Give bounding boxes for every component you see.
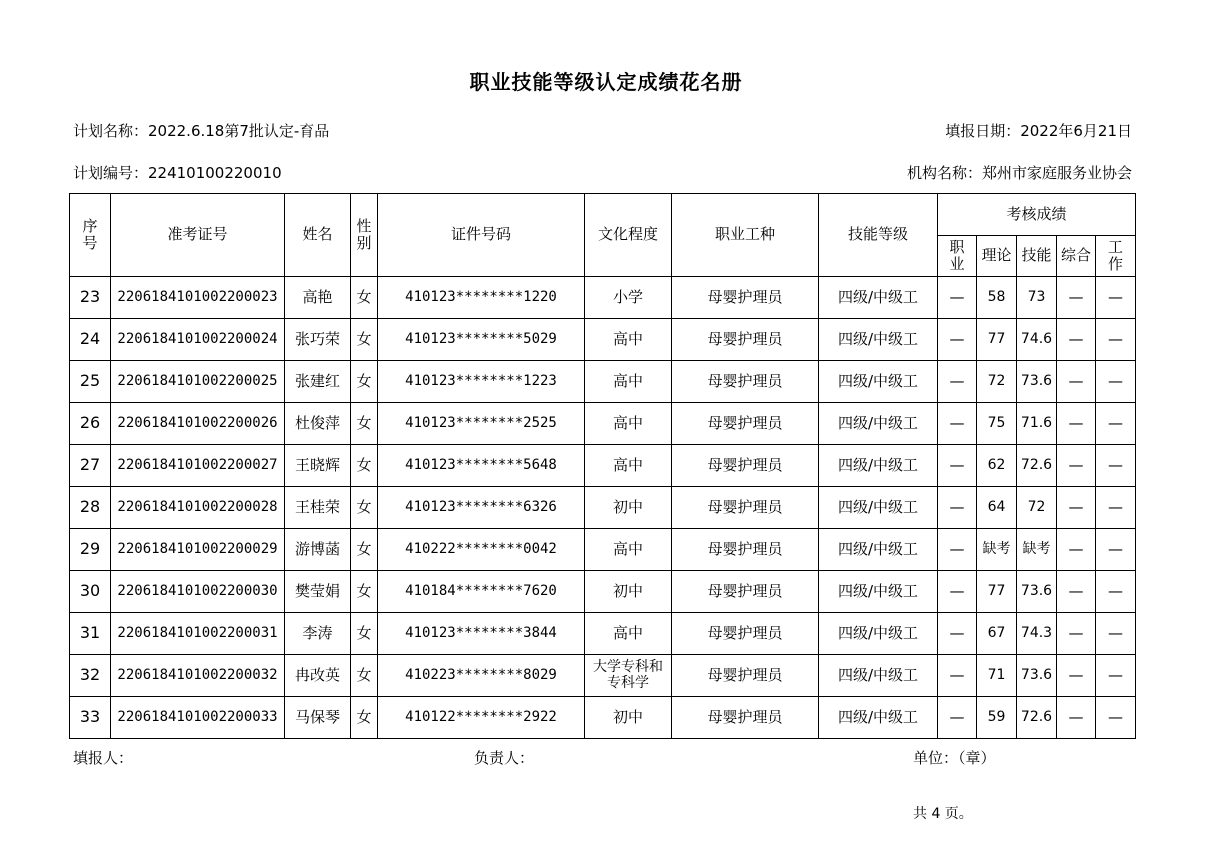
- education-cell: 大学专科和专科学: [585, 655, 672, 697]
- table-row: [70, 361, 1136, 403]
- gender-cell: 女: [351, 571, 378, 613]
- table-row: [70, 319, 1136, 361]
- gender-cell: 女: [351, 613, 378, 655]
- education-cell: 初中: [585, 487, 672, 529]
- header-theory: 理论: [977, 236, 1017, 277]
- comprehensive-score-cell: —: [1057, 403, 1096, 445]
- occupation-cell: 母婴护理员: [672, 277, 819, 319]
- gender-cell: 女: [351, 319, 378, 361]
- header-scores: 考核成绩: [938, 194, 1136, 236]
- name-cell: 樊莹娟: [285, 571, 351, 613]
- name-cell: 游博菡: [285, 529, 351, 571]
- id-number-cell: 410122********2922: [378, 697, 585, 739]
- comprehensive-score-cell: —: [1057, 655, 1096, 697]
- professional-score-cell: —: [938, 277, 977, 319]
- skill-score-cell: 73.6: [1017, 571, 1057, 613]
- professional-score-cell: —: [938, 319, 977, 361]
- skill-score-cell: 71.6: [1017, 403, 1057, 445]
- name-cell: 张建红: [285, 361, 351, 403]
- education-cell: 高中: [585, 403, 672, 445]
- theory-score-cell: 77: [977, 319, 1017, 361]
- skill-score-cell: 72: [1017, 487, 1057, 529]
- professional-score-cell: —: [938, 697, 977, 739]
- work-score-cell: —: [1096, 319, 1136, 361]
- work-score-cell: —: [1096, 529, 1136, 571]
- gender-cell: 女: [351, 361, 378, 403]
- name-cell: 冉改英: [285, 655, 351, 697]
- table-row: [70, 403, 1136, 445]
- occupation-cell: 母婴护理员: [672, 445, 819, 487]
- exam-number-cell: 2206184101002200025: [111, 361, 285, 403]
- work-score-cell: —: [1096, 613, 1136, 655]
- id-number-cell: 410123********5648: [378, 445, 585, 487]
- gender-cell: 女: [351, 487, 378, 529]
- gender-cell: 女: [351, 445, 378, 487]
- professional-score-cell: —: [938, 361, 977, 403]
- seq-cell: 25: [70, 361, 111, 403]
- occupation-cell: 母婴护理员: [672, 403, 819, 445]
- occupation-cell: 母婴护理员: [672, 529, 819, 571]
- exam-number-cell: 2206184101002200028: [111, 487, 285, 529]
- education-cell: 高中: [585, 361, 672, 403]
- theory-score-cell: 64: [977, 487, 1017, 529]
- comprehensive-score-cell: —: [1057, 319, 1096, 361]
- skill-level-cell: 四级/中级工: [819, 613, 938, 655]
- header-occupation: 职业工种: [672, 194, 819, 277]
- header-education: 文化程度: [585, 194, 672, 277]
- occupation-cell: 母婴护理员: [672, 361, 819, 403]
- education-cell: 高中: [585, 445, 672, 487]
- exam-number-cell: 2206184101002200023: [111, 277, 285, 319]
- work-score-cell: —: [1096, 697, 1136, 739]
- occupation-cell: 母婴护理员: [672, 487, 819, 529]
- name-cell: 张巧荣: [285, 319, 351, 361]
- table-row: [70, 529, 1136, 571]
- gender-cell: 女: [351, 697, 378, 739]
- exam-number-cell: 2206184101002200032: [111, 655, 285, 697]
- comprehensive-score-cell: —: [1057, 277, 1096, 319]
- comprehensive-score-cell: —: [1057, 487, 1096, 529]
- id-number-cell: 410123********6326: [378, 487, 585, 529]
- plan-number: 计划编号：22410100220010: [73, 164, 282, 182]
- seq-cell: 23: [70, 277, 111, 319]
- skill-score-cell: 缺考: [1017, 529, 1057, 571]
- seq-cell: 29: [70, 529, 111, 571]
- skill-level-cell: 四级/中级工: [819, 571, 938, 613]
- professional-score-cell: —: [938, 613, 977, 655]
- seq-cell: 30: [70, 571, 111, 613]
- table-row: [70, 613, 1136, 655]
- seq-cell: 28: [70, 487, 111, 529]
- score-roster-table: [69, 193, 1136, 739]
- professional-score-cell: —: [938, 403, 977, 445]
- education-cell: 初中: [585, 697, 672, 739]
- header-professional: 职业: [938, 236, 977, 277]
- theory-score-cell: 71: [977, 655, 1017, 697]
- comprehensive-score-cell: —: [1057, 613, 1096, 655]
- skill-score-cell: 73.6: [1017, 361, 1057, 403]
- exam-number-cell: 2206184101002200026: [111, 403, 285, 445]
- name-cell: 马保琴: [285, 697, 351, 739]
- header-row: [70, 194, 1136, 236]
- work-score-cell: —: [1096, 571, 1136, 613]
- work-score-cell: —: [1096, 277, 1136, 319]
- theory-score-cell: 59: [977, 697, 1017, 739]
- exam-number-cell: 2206184101002200024: [111, 319, 285, 361]
- filler-label: 填报人：: [73, 749, 134, 767]
- theory-score-cell: 77: [977, 571, 1017, 613]
- header-name: 姓名: [285, 194, 351, 277]
- name-cell: 高艳: [285, 277, 351, 319]
- header-id-number: 证件号码: [378, 194, 585, 277]
- theory-score-cell: 58: [977, 277, 1017, 319]
- seq-cell: 32: [70, 655, 111, 697]
- skill-score-cell: 73: [1017, 277, 1057, 319]
- seq-cell: 31: [70, 613, 111, 655]
- header-seq: 序号: [70, 194, 111, 277]
- header-work: 工作: [1096, 236, 1136, 277]
- professional-score-cell: —: [938, 445, 977, 487]
- work-score-cell: —: [1096, 403, 1136, 445]
- seq-cell: 24: [70, 319, 111, 361]
- occupation-cell: 母婴护理员: [672, 613, 819, 655]
- comprehensive-score-cell: —: [1057, 571, 1096, 613]
- gender-cell: 女: [351, 529, 378, 571]
- table-row: [70, 655, 1136, 697]
- id-number-cell: 410123********2525: [378, 403, 585, 445]
- table-row: [70, 277, 1136, 319]
- skill-level-cell: 四级/中级工: [819, 361, 938, 403]
- education-cell: 初中: [585, 571, 672, 613]
- comprehensive-score-cell: —: [1057, 361, 1096, 403]
- header-exam-number: 准考证号: [111, 194, 285, 277]
- skill-score-cell: 74.3: [1017, 613, 1057, 655]
- theory-score-cell: 75: [977, 403, 1017, 445]
- skill-score-cell: 72.6: [1017, 445, 1057, 487]
- skill-level-cell: 四级/中级工: [819, 403, 938, 445]
- professional-score-cell: —: [938, 487, 977, 529]
- theory-score-cell: 72: [977, 361, 1017, 403]
- gender-cell: 女: [351, 655, 378, 697]
- work-score-cell: —: [1096, 487, 1136, 529]
- name-cell: 王晓辉: [285, 445, 351, 487]
- id-number-cell: 410123********1220: [378, 277, 585, 319]
- skill-score-cell: 72.6: [1017, 697, 1057, 739]
- id-number-cell: 410184********7620: [378, 571, 585, 613]
- occupation-cell: 母婴护理员: [672, 571, 819, 613]
- skill-level-cell: 四级/中级工: [819, 445, 938, 487]
- work-score-cell: —: [1096, 445, 1136, 487]
- id-number-cell: 410123********3844: [378, 613, 585, 655]
- exam-number-cell: 2206184101002200030: [111, 571, 285, 613]
- comprehensive-score-cell: —: [1057, 697, 1096, 739]
- gender-cell: 女: [351, 277, 378, 319]
- exam-number-cell: 2206184101002200031: [111, 613, 285, 655]
- gender-cell: 女: [351, 403, 378, 445]
- skill-score-cell: 73.6: [1017, 655, 1057, 697]
- table-row: [70, 487, 1136, 529]
- skill-level-cell: 四级/中级工: [819, 319, 938, 361]
- table-row: [70, 697, 1136, 739]
- occupation-cell: 母婴护理员: [672, 319, 819, 361]
- occupation-cell: 母婴护理员: [672, 697, 819, 739]
- theory-score-cell: 62: [977, 445, 1017, 487]
- header-comprehensive: 综合: [1057, 236, 1096, 277]
- professional-score-cell: —: [938, 571, 977, 613]
- id-number-cell: 410123********1223: [378, 361, 585, 403]
- education-cell: 高中: [585, 319, 672, 361]
- skill-level-cell: 四级/中级工: [819, 277, 938, 319]
- exam-number-cell: 2206184101002200029: [111, 529, 285, 571]
- work-score-cell: —: [1096, 361, 1136, 403]
- work-score-cell: —: [1096, 655, 1136, 697]
- skill-level-cell: 四级/中级工: [819, 529, 938, 571]
- professional-score-cell: —: [938, 655, 977, 697]
- education-cell: 高中: [585, 613, 672, 655]
- occupation-cell: 母婴护理员: [672, 655, 819, 697]
- seq-cell: 33: [70, 697, 111, 739]
- name-cell: 杜俊萍: [285, 403, 351, 445]
- exam-number-cell: 2206184101002200027: [111, 445, 285, 487]
- seq-cell: 26: [70, 403, 111, 445]
- id-number-cell: 410123********5029: [378, 319, 585, 361]
- fill-date: 填报日期：2022年6月21日: [945, 122, 1132, 140]
- education-cell: 小学: [585, 277, 672, 319]
- responsible-label: 负责人：: [474, 749, 535, 767]
- header-gender: 性别: [351, 194, 378, 277]
- skill-level-cell: 四级/中级工: [819, 697, 938, 739]
- table-row: [70, 571, 1136, 613]
- education-cell: 高中: [585, 529, 672, 571]
- professional-score-cell: —: [938, 529, 977, 571]
- name-cell: 王桂荣: [285, 487, 351, 529]
- unit-seal-label: 单位：（章）: [913, 749, 996, 767]
- header-skill-level: 技能等级: [819, 194, 938, 277]
- page-title: 职业技能等级认定成绩花名册: [469, 70, 743, 94]
- id-number-cell: 410223********8029: [378, 655, 585, 697]
- seq-cell: 27: [70, 445, 111, 487]
- comprehensive-score-cell: —: [1057, 529, 1096, 571]
- comprehensive-score-cell: —: [1057, 445, 1096, 487]
- skill-score-cell: 74.6: [1017, 319, 1057, 361]
- table-row: [70, 445, 1136, 487]
- page-count: 共 4 页。: [913, 806, 973, 822]
- theory-score-cell: 67: [977, 613, 1017, 655]
- skill-level-cell: 四级/中级工: [819, 655, 938, 697]
- theory-score-cell: 缺考: [977, 529, 1017, 571]
- plan-name: 计划名称：2022.6.18第7批认定-育品: [73, 122, 330, 140]
- id-number-cell: 410222********0042: [378, 529, 585, 571]
- organization-name: 机构名称：郑州市家庭服务业协会: [906, 164, 1132, 182]
- name-cell: 李涛: [285, 613, 351, 655]
- header-skill: 技能: [1017, 236, 1057, 277]
- exam-number-cell: 2206184101002200033: [111, 697, 285, 739]
- skill-level-cell: 四级/中级工: [819, 487, 938, 529]
